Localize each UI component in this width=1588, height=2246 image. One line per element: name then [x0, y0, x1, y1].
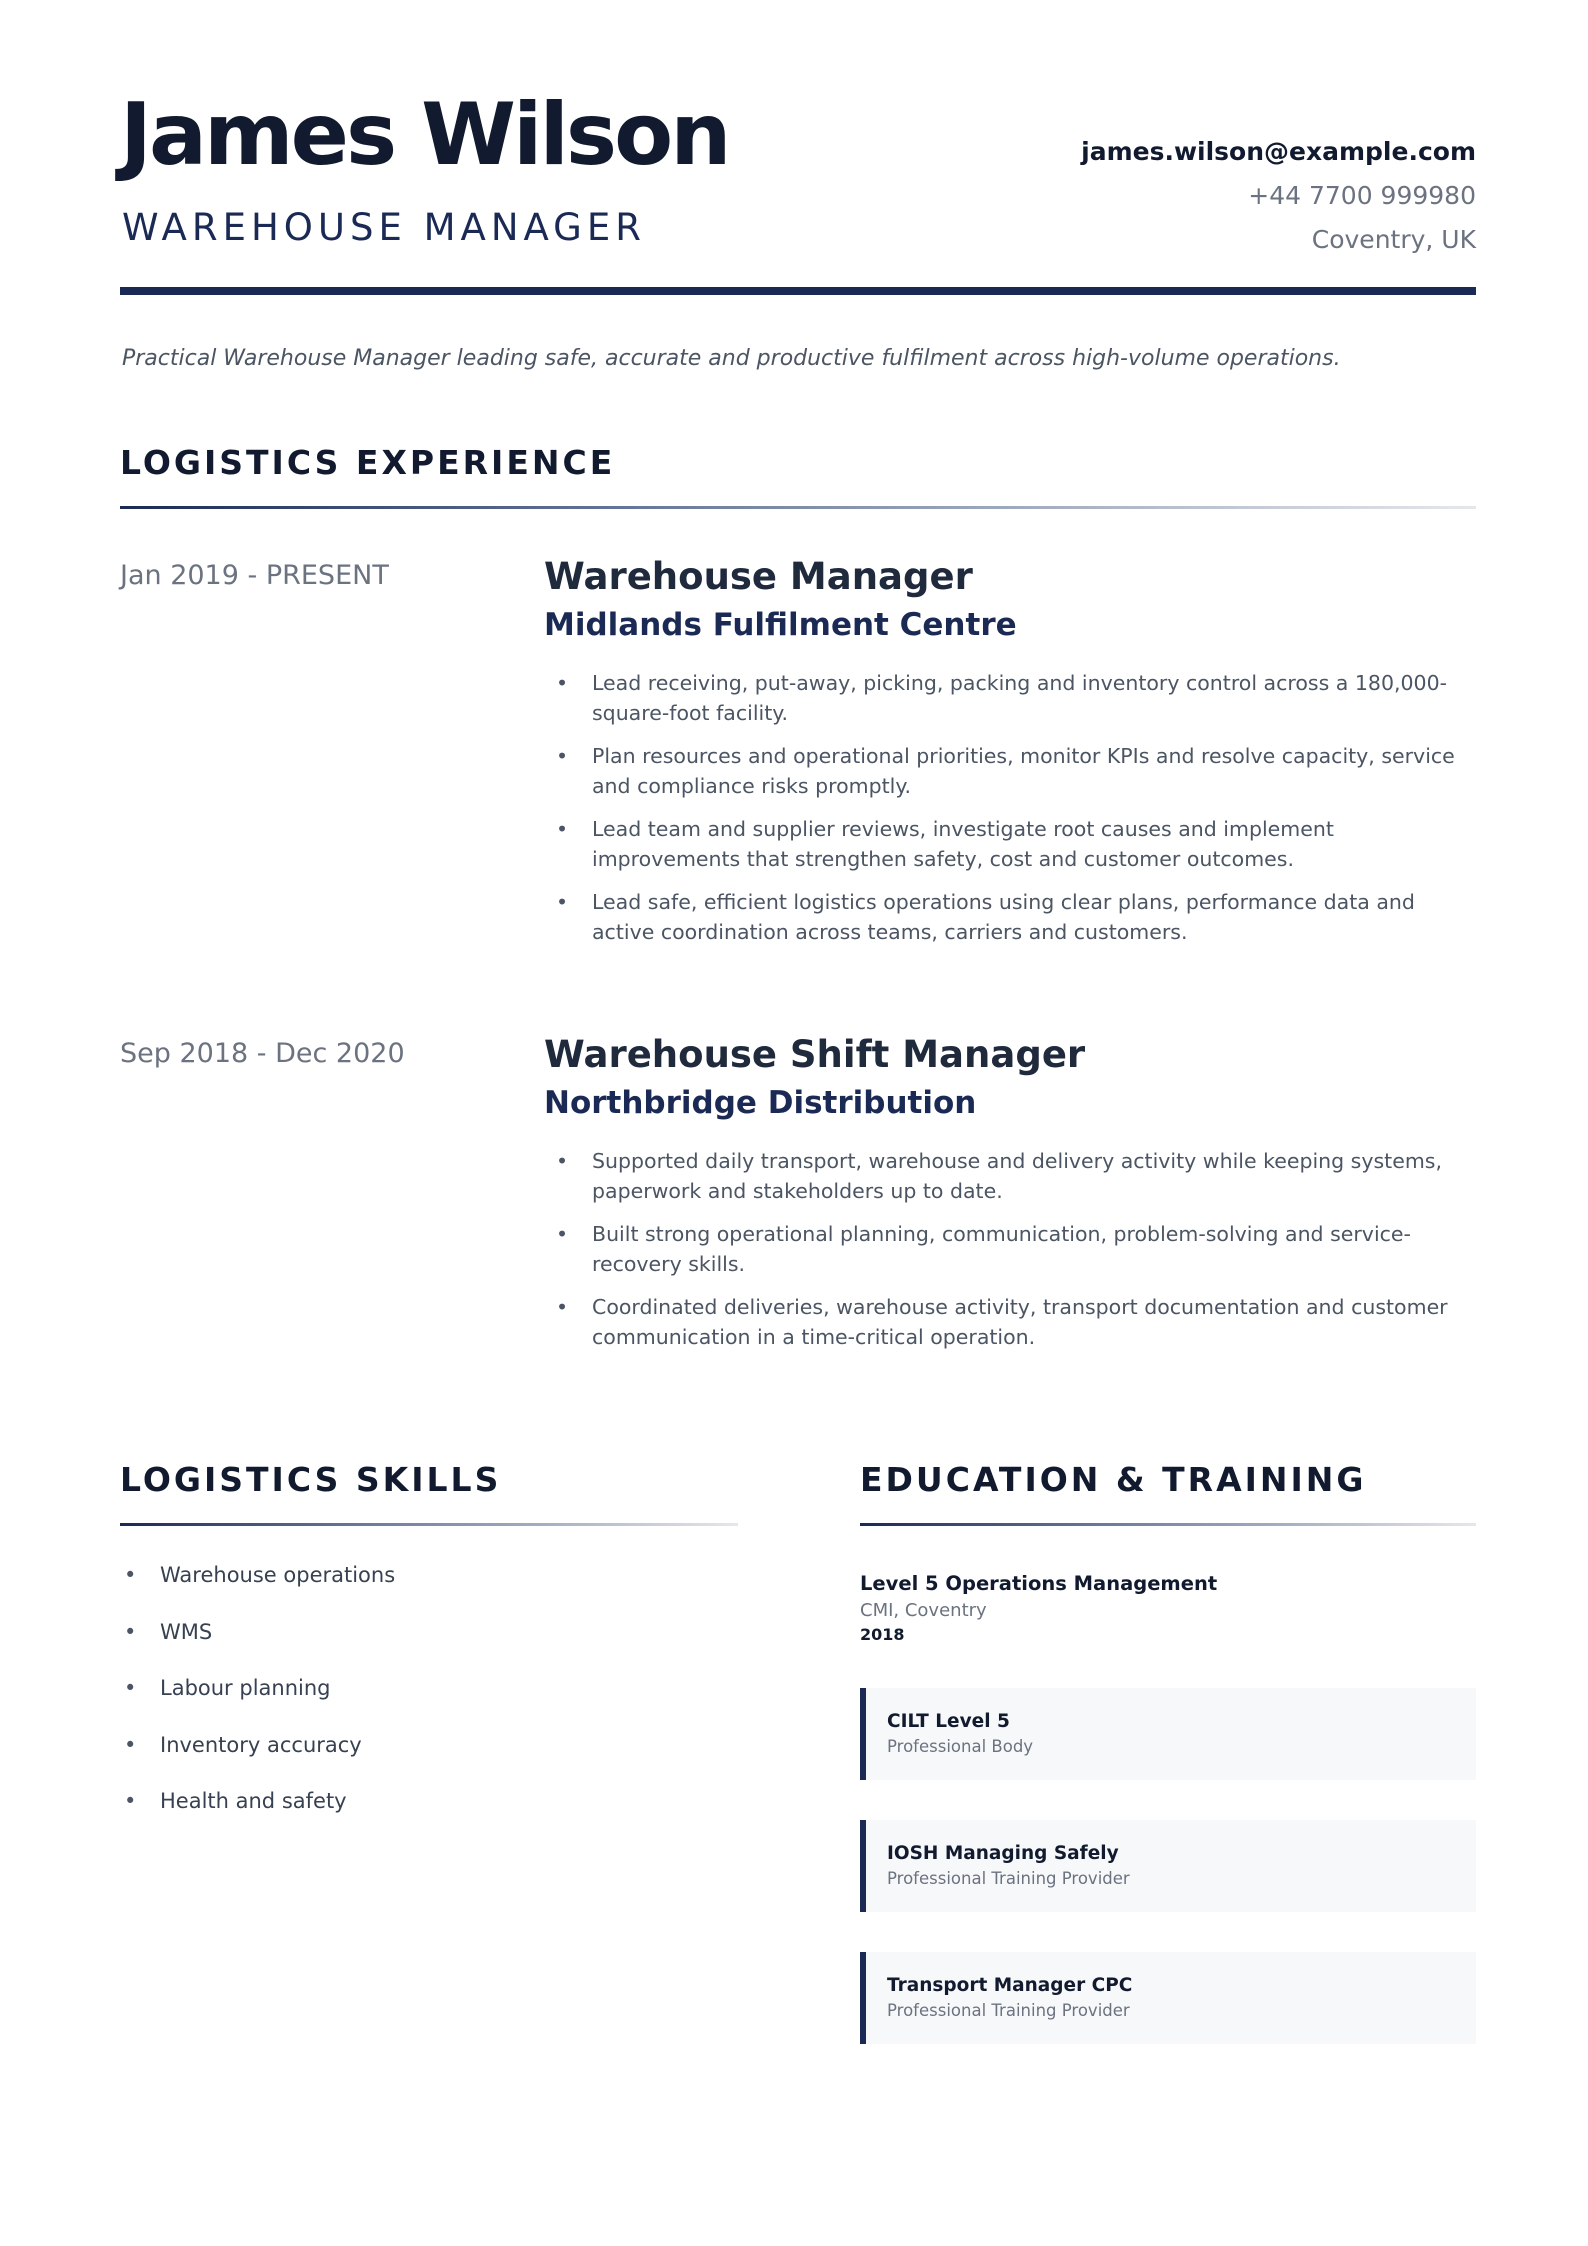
degree-year: 2018 [860, 1625, 905, 1644]
job-bullet: • Supported daily transport, warehouse and delivery activity while keeping systems, paperwork and stakeholders up to date. [544, 1146, 1476, 1206]
experience-heading: LOGISTICS EXPERIENCE [120, 443, 616, 482]
certification-issuer: Professional Body [887, 1737, 1034, 1756]
degree-institution: CMI, Coventry [860, 1600, 987, 1621]
job-title: Warehouse Shift Manager [544, 1033, 1086, 1076]
contact-phone: +44 7700 999980 [1248, 181, 1476, 210]
certification-issuer: Professional Training Provider [887, 1869, 1130, 1888]
certification-title: Transport Manager CPC [887, 1975, 1133, 1996]
contact-email[interactable]: james.wilson@example.com [1081, 137, 1476, 166]
education-divider [860, 1523, 1476, 1526]
skills-list [120, 1560, 395, 1843]
job-dates: Sep 2018 - Dec 2020 [120, 1038, 405, 1069]
certification-title: CILT Level 5 [887, 1711, 1010, 1732]
job-bullet: • Plan resources and operational priorities, monitor KPIs and resolve capacity, service and compliance risks promptly. [544, 741, 1476, 801]
job-title: Warehouse Manager [544, 555, 973, 598]
profile-summary: Practical Warehouse Manager leading safe, accurate and productive fulfilment across high-volume operations. [122, 346, 1341, 371]
education-heading: EDUCATION & TRAINING [860, 1460, 1367, 1499]
certification-issuer: Professional Training Provider [887, 2001, 1130, 2020]
skills-divider [120, 1523, 738, 1526]
candidate-role: WAREHOUSE MANAGER [122, 206, 646, 249]
job-bullet: • Lead team and supplier reviews, investigate root causes and implement improvements that strengthen safety, cost and customer outcomes. [544, 814, 1476, 874]
certification-card [860, 1820, 1476, 1912]
degree-entry [860, 1570, 1476, 1646]
skill-item: • WMS [120, 1617, 395, 1674]
skill-item: • Warehouse operations [120, 1560, 395, 1617]
candidate-name: James Wilson [120, 85, 729, 185]
skill-item: • Inventory accuracy [120, 1730, 395, 1787]
job-bullet: • Built strong operational planning, communication, problem-solving and service-recovery skills. [544, 1219, 1476, 1279]
degree-title: Level 5 Operations Management [860, 1572, 1218, 1595]
contact-location: Coventry, UK [1311, 225, 1476, 254]
skill-item: • Labour planning [120, 1673, 395, 1730]
job-bullets [544, 1146, 1476, 1352]
job-bullet: • Coordinated deliveries, warehouse activity, transport documentation and customer communication in a time-critical operation. [544, 1292, 1476, 1352]
contact-block [1081, 130, 1476, 262]
job-details [544, 1032, 1476, 1365]
skill-item: • Health and safety [120, 1786, 395, 1843]
skills-heading: LOGISTICS SKILLS [120, 1460, 502, 1499]
certification-card [860, 1952, 1476, 2044]
job-bullet: • Lead receiving, put-away, picking, packing and inventory control across a 180,000-square-foot facility. [544, 668, 1476, 728]
job-company: Northbridge Distribution [544, 1085, 977, 1121]
job-company: Midlands Fulfilment Centre [544, 607, 1017, 643]
certification-card [860, 1688, 1476, 1780]
job-bullet: • Lead safe, efficient logistics operations using clear plans, performance data and active coordination across teams, carriers and customers. [544, 887, 1476, 947]
header-divider [120, 287, 1476, 295]
job-details [544, 554, 1476, 960]
job-bullets [544, 668, 1476, 947]
certification-title: IOSH Managing Safely [887, 1843, 1119, 1864]
experience-divider [120, 506, 1476, 509]
job-dates: Jan 2019 - PRESENT [120, 560, 389, 591]
